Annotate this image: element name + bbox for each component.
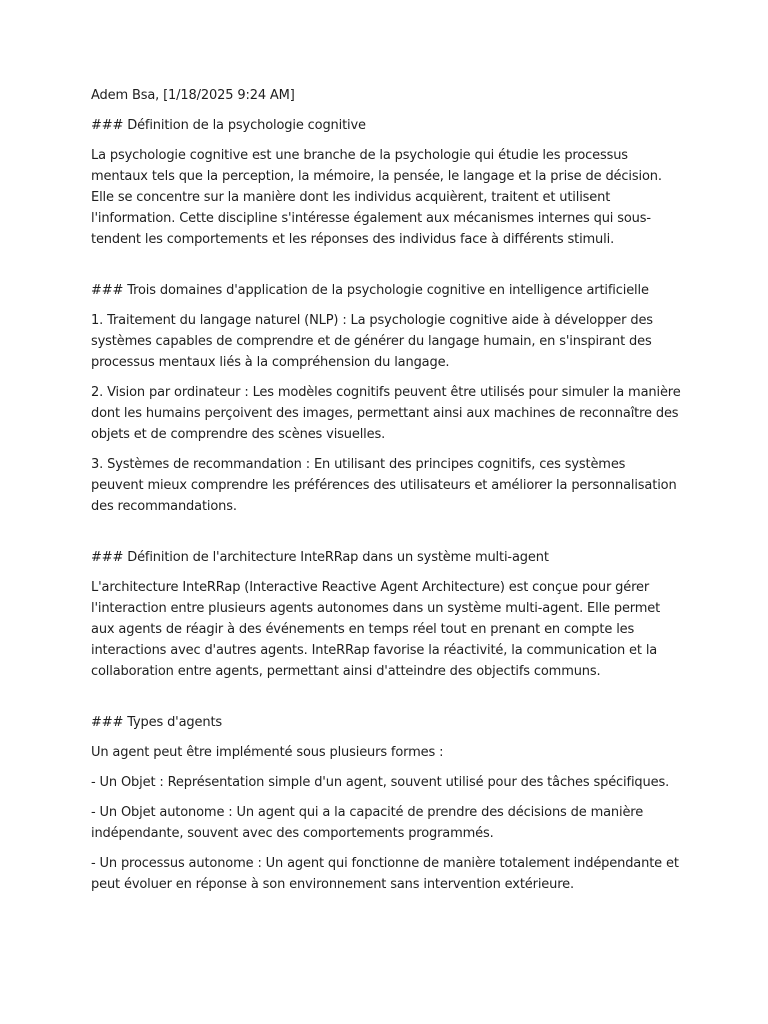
section-heading-ai-applications: ### Trois domaines d'application de la psychologie cognitive en intelligence artificielle <box>91 283 649 298</box>
list-item: 3. Systèmes de recommandation : En utilisant des principes cognitifs, ces systèmes peuvent mieux comprendre les préférences des utilisateurs et améliorer la personnalisation des recommandations. <box>91 457 677 514</box>
list-item: - Un Objet : Représentation simple d'un agent, souvent utilisé pour des tâches spécifiques. <box>91 775 670 790</box>
paragraph-agent-types-intro: Un agent peut être implémenté sous plusieurs formes : <box>91 745 444 760</box>
document-page <box>91 85 681 904</box>
section-heading-interrap: ### Définition de l'architecture InteRRap dans un système multi-agent <box>91 550 549 565</box>
paragraph-psychology-definition: La psychologie cognitive est une branche de la psychologie qui étudie les processus mentaux tels que la perception, la mémoire, la pensée, le langage et la prise de décision. Elle se concentre sur la manière dont les individus acquièrent, traitent et utilisent l'information. Cette discipline s'intéresse également aux mécanismes internes qui sous-tendent les comportements et les réponses des individus face à différents stimuli. <box>91 148 662 247</box>
message-header: Adem Bsa, [1/18/2025 9:24 AM] <box>91 88 295 103</box>
list-item: - Un Objet autonome : Un agent qui a la capacité de prendre des décisions de manière indépendante, souvent avec des comportements programmés. <box>91 805 644 841</box>
list-item: 1. Traitement du langage naturel (NLP) : La psychologie cognitive aide à développer des systèmes capables de comprendre et de générer du langage humain, en s'inspirant des processus mentaux liés à la compréhension du langage. <box>91 313 653 370</box>
section-heading-agent-types: ### Types d'agents <box>91 715 223 730</box>
list-item: 2. Vision par ordinateur : Les modèles cognitifs peuvent être utilisés pour simuler la manière dont les humains perçoivent des images, permettant ainsi aux machines de reconnaître des objets et de comprendre des scènes visuelles. <box>91 385 681 442</box>
section-heading-psychology-definition: ### Définition de la psychologie cognitive <box>91 118 366 133</box>
list-item: - Un processus autonome : Un agent qui fonctionne de manière totalement indépendante et peut évoluer en réponse à son environnement sans intervention extérieure. <box>91 856 679 892</box>
paragraph-interrap: L'architecture InteRRap (Interactive Reactive Agent Architecture) est conçue pour gérer l'interaction entre plusieurs agents autonomes dans un système multi-agent. Elle permet aux agents de réagir à des événements en temps réel tout en prenant en compte les interactions avec d'autres agents. InteRRap favorise la réactivité, la communication et la collaboration entre agents, permettant ainsi d'atteindre des objectifs communs. <box>91 580 661 679</box>
